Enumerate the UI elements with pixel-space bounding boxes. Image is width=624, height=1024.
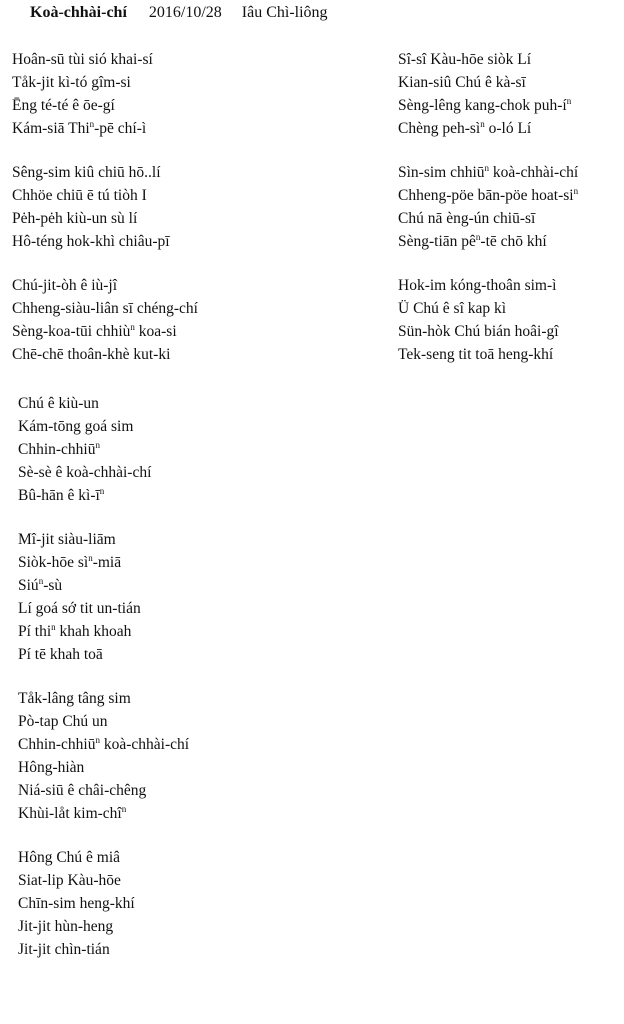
- poem-line: Jit-jit hùn-heng: [18, 918, 114, 935]
- poem-line: Chheng-siàu-liân sī chéng-chí: [12, 300, 198, 317]
- poem-line: Sêng-sim kiû chiū hō..lí: [12, 164, 161, 181]
- document-header: [30, 4, 328, 22]
- poem-line: Chē-chē thoân-khè kut-ki: [12, 346, 171, 363]
- stanza: [18, 846, 189, 961]
- right-column: [398, 48, 578, 387]
- poem-line: Ēng té-té ê ōe-gí: [12, 97, 115, 114]
- poem-line: Hô-téng hok-khì chiâu-pī: [12, 233, 170, 250]
- poem-line: Pėh-pėh kiù-un sù lí: [12, 210, 138, 227]
- poem-line: Tåk-lâng tâng sim: [18, 690, 131, 707]
- poem-line: Chú-jit-òh ê iù-jî: [12, 277, 118, 294]
- poem-line: Chú nā èng-ún chiū-sī: [398, 210, 536, 227]
- poem-line: Ü Chú ê sî kap kì: [398, 300, 507, 317]
- poem-line: Kám-tōng goá sim: [18, 418, 134, 435]
- poem-line: Chīn-sim heng-khí: [18, 895, 135, 912]
- stanza: [398, 274, 578, 366]
- stanza: [18, 392, 189, 507]
- poem-line: Siat-lip Kàu-hōe: [18, 872, 121, 889]
- poem-date: 2016/10/28: [148, 4, 222, 21]
- poem-line: Kám-siā Thi$^n$-pē chí-ì: [12, 119, 147, 137]
- poem-line: Siú$^n$-sù: [18, 576, 63, 594]
- poem-line: Pí tē khah toā: [18, 646, 103, 663]
- poem-line: Chhöe chiū ē tú tiòh I: [12, 187, 147, 204]
- poem-line: Sè-sè ê koà-chhài-chí: [18, 464, 152, 481]
- poem-line: Chhin-chhiū$^n$: [18, 440, 100, 458]
- poem-line: Pò-tap Chú un: [18, 713, 108, 730]
- stanza: [398, 48, 578, 140]
- bottom-column: [18, 392, 189, 982]
- poem-line: Tek-seng tit toā heng-khí: [398, 346, 554, 363]
- poem-line: Lí goá sớ tit un-tián: [18, 600, 141, 617]
- poem-line: Siòk-hōe $sì^n$-miā: [18, 553, 122, 571]
- poem-line: Sèng-lêng kang-chok puh-$í^n$: [398, 96, 572, 114]
- poem-line: Hok-im kóng-thoân sim-ì: [398, 277, 557, 294]
- poem-line: Pí thi$^n$ khah khoah: [18, 622, 132, 640]
- poem-line: Sèng-tiān $pê^n-tē$ chō khí: [398, 232, 547, 250]
- poem-line: Chèng peh-$sì^n$ o-ló Lí: [398, 119, 532, 137]
- poem-line: Chheng-pöe bān-pöe hoat-$si^n$: [398, 186, 579, 204]
- poem-line: Niá-siū ê châi-chêng: [18, 782, 147, 799]
- poem-line: Chhin-chhiū$^n$ koà-chhài-chí: [18, 735, 190, 753]
- poem-line: Sî-sî Kàu-hōe siòk Lí: [398, 51, 532, 68]
- poem-line: Sìn-sim chhiū$^n$ koà-chhài-chí: [398, 163, 579, 181]
- poem-line: Tåk-jit kì-tó gîm-si: [12, 74, 131, 91]
- stanza: [18, 687, 189, 825]
- poem-line: Jit-jit chìn-tián: [18, 941, 110, 958]
- stanza: [398, 161, 578, 253]
- poem-line: Hoân-sū tùi sió khai-sí: [12, 51, 153, 68]
- stanza: [12, 274, 198, 366]
- stanza: [12, 161, 198, 253]
- poem-line: Kian-siû Chú ê kà-sī: [398, 74, 526, 91]
- stanza: [18, 528, 189, 666]
- poem-title: Koà-chhài-chí: [30, 4, 127, 21]
- stanza: [12, 48, 198, 140]
- poem-line: Chú ê kiù-un: [18, 395, 99, 412]
- left-column: [12, 48, 198, 387]
- poem-line: Khùi-låt kim-chî$^n$: [18, 804, 127, 822]
- poem-author: Iâu Chì-liông: [241, 4, 328, 21]
- poem-line: Hông Chú ê miâ: [18, 849, 121, 866]
- poem-line: Bû-hān ê $kì-ī^n$: [18, 486, 105, 504]
- poem-line: Sèng-koa-tūi chhiù$^n$ koa-si: [12, 322, 177, 340]
- poem-line: Sün-hòk Chú bián hoâi-gî: [398, 323, 559, 340]
- poem-line: Mî-jit siàu-liām: [18, 531, 116, 548]
- poem-line: Hông-hiàn: [18, 759, 85, 776]
